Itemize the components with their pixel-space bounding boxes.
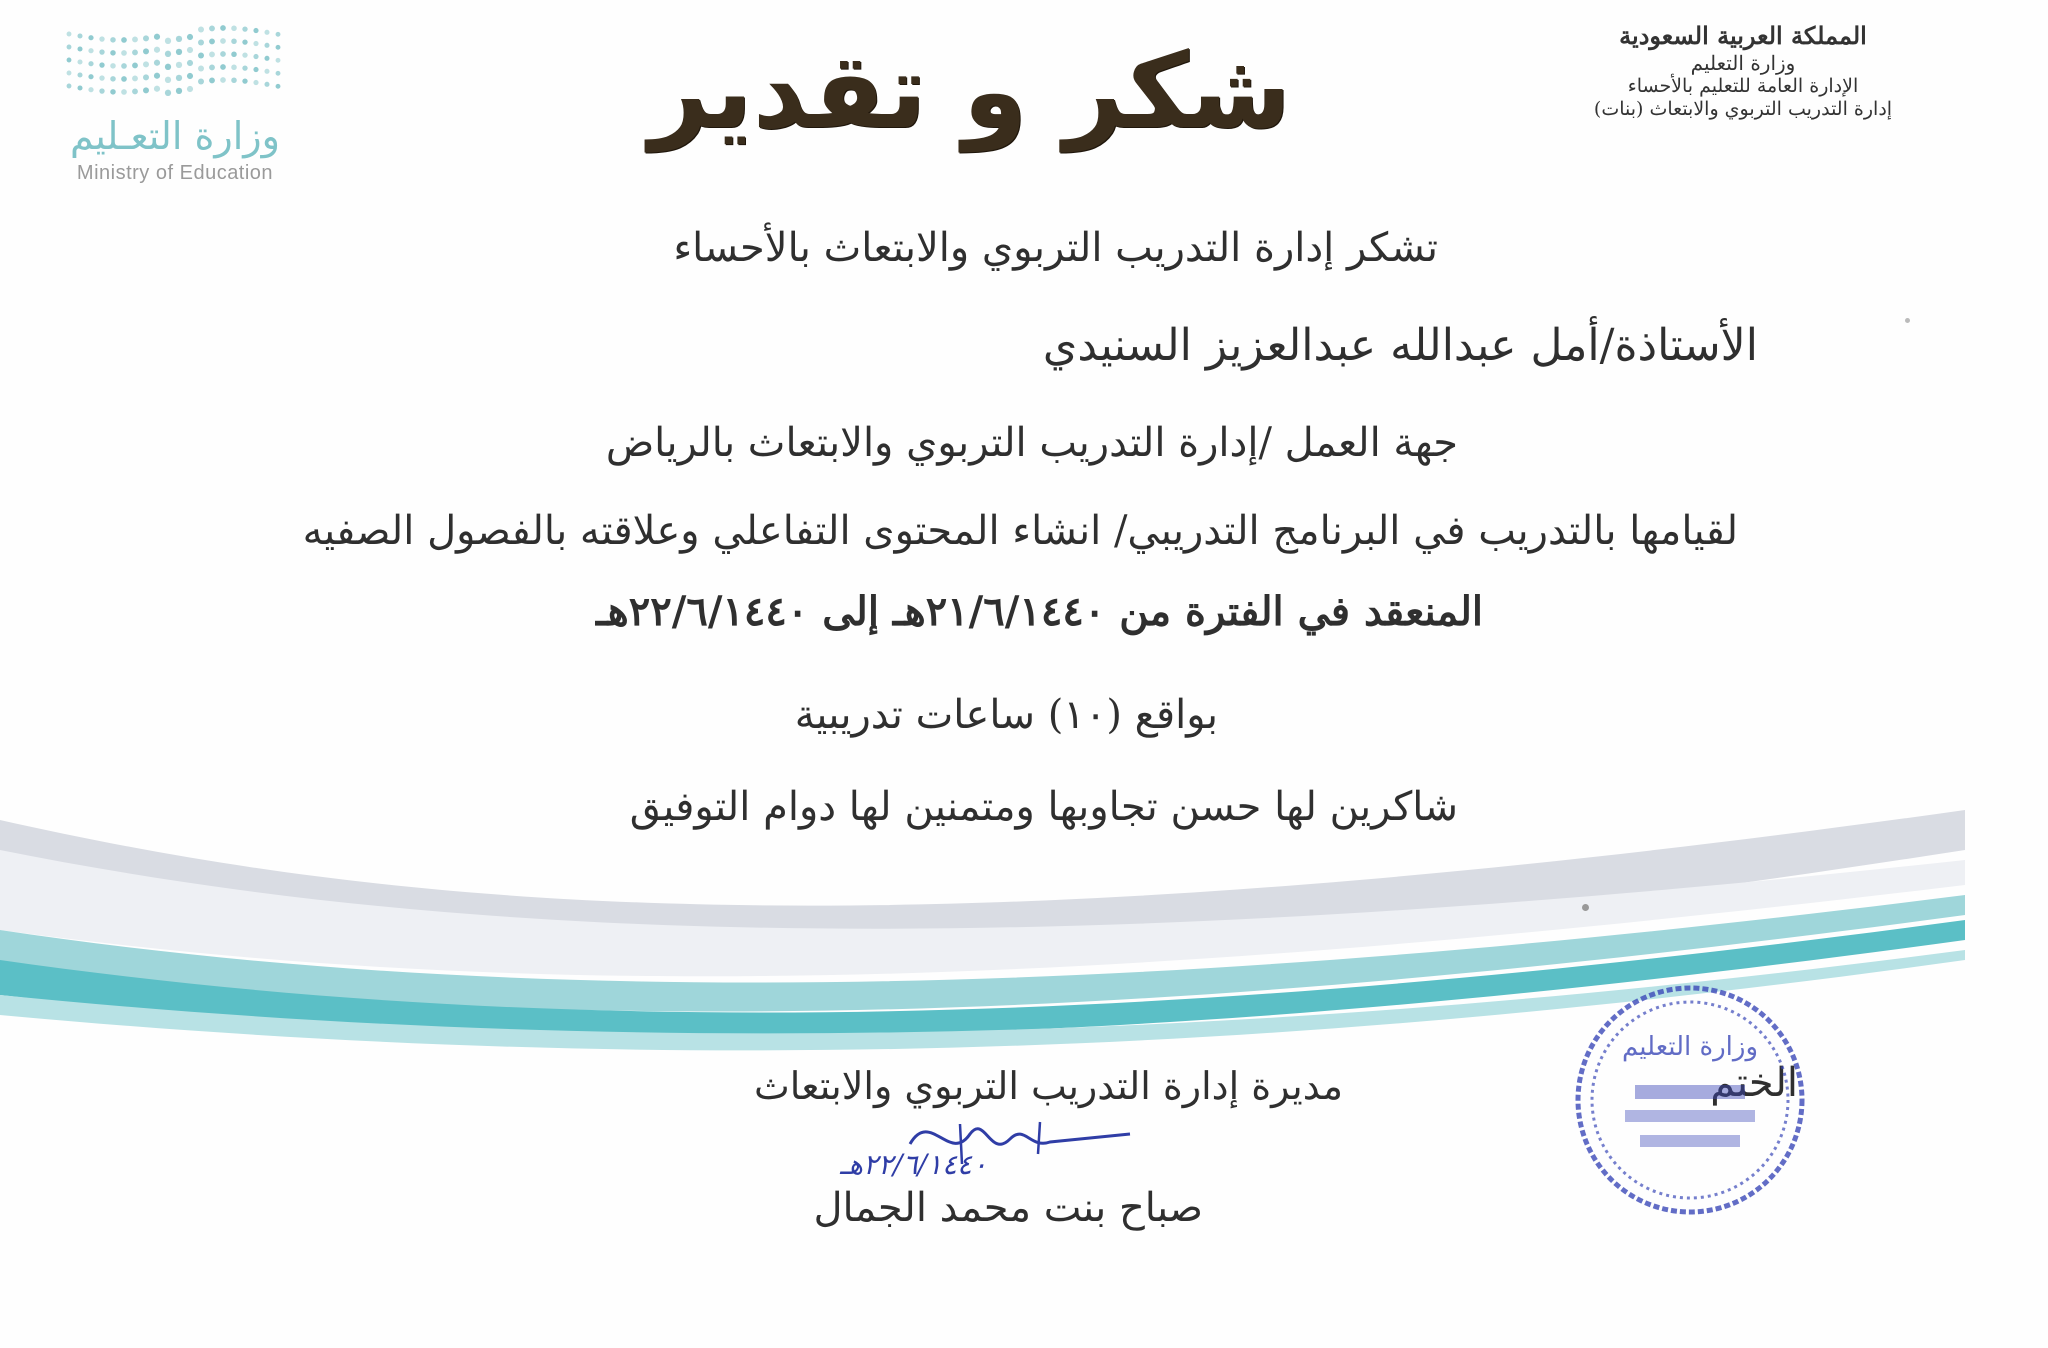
organization-header (1578, 22, 1908, 120)
certificate-title: شكر و تقدير (648, 30, 1292, 152)
hours-line: بواقع (١٠) ساعات تدريبية (794, 692, 1218, 738)
logo-arabic-text: وزارة التعـليم (69, 114, 280, 158)
director-title: مديرة إدارة التدريب التربوي والابتعاث (754, 1064, 1343, 1108)
department-line: إدارة التدريب التربوي والابتعاث (بنات) (1593, 97, 1893, 120)
thanks-line: تشكر إدارة التدريب التربوي والابتعاث بالأحساء (673, 225, 1438, 271)
ink-speck (1905, 318, 1910, 323)
ministry-line: وزارة التعليم (1690, 50, 1796, 75)
director-name: صباح بنت محمد الجمال (813, 1185, 1203, 1231)
kingdom-line: المملكة العربية السعودية (1619, 21, 1867, 50)
closing-line: شاكرين لها حسن تجاوبها ومتمنين لها دوام التوفيق (629, 784, 1458, 830)
logo-english-text: Ministry of Education (76, 162, 274, 184)
dot-pattern-icon (55, 22, 295, 117)
workplace-line: جهة العمل /إدارة التدريب التربوي والابتعاث بالرياض (605, 420, 1458, 466)
official-seal-stamp (1565, 975, 1815, 1225)
ink-speck (1582, 904, 1589, 911)
seal-text: وزارة التعليم (1621, 1032, 1759, 1062)
program-line: لقيامها بالتدريب في البرنامج التدريبي/ انشاء المحتوى التفاعلي وعلاقته بالفصول الصفيه (302, 508, 1738, 554)
recipient-name: الأستاذة/أمل عبدالله عبدالعزيز السنيدي (1042, 320, 1758, 371)
period-line: المنعقد في الفترة من ٢١/٦/١٤٤٠هـ إلى ٢٢/٦/١٤٤٠هـ (595, 588, 1483, 635)
directorate-line: الإدارة العامة للتعليم بالأحساء (1627, 74, 1859, 97)
signature-date: ٢٢/٦/١٤٤٠هـ (840, 1148, 988, 1181)
seal-label: الختم (1710, 1060, 1798, 1106)
ministry-logo (55, 22, 295, 192)
